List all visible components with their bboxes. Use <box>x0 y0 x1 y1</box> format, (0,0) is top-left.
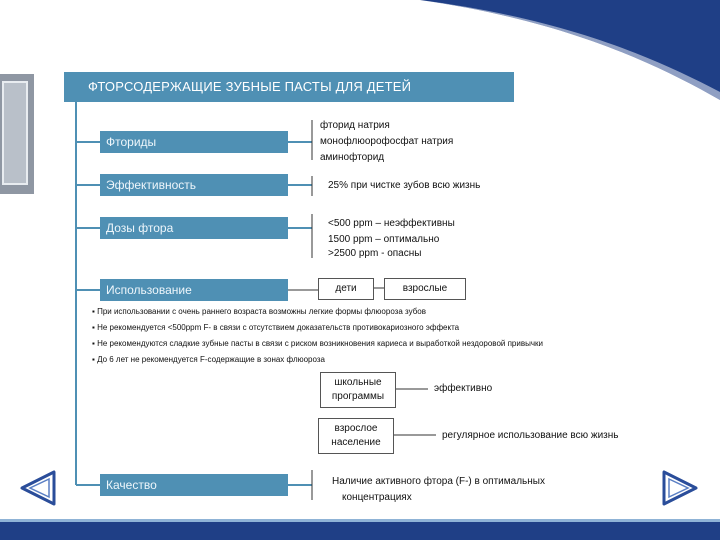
usage-adults-box: взрослые <box>384 278 466 300</box>
list-item: ▪ При использовании с очень раннего возраста возможны легкие формы флюороза зубов <box>92 304 692 320</box>
category-efficiency: Эффективность <box>100 174 288 196</box>
dose-item: 1500 ppm – оптимально <box>328 234 440 245</box>
adult-population-result: регулярное использование всю жизнь <box>442 430 619 441</box>
school-programs-box <box>320 372 396 408</box>
quality-text-line2: концентрациях <box>342 492 412 503</box>
dose-item: <500 ppm – неэффективны <box>328 218 455 229</box>
bottom-bar <box>0 522 720 540</box>
arrow-right-icon[interactable] <box>660 468 700 508</box>
arrow-left-icon[interactable] <box>18 468 58 508</box>
category-fluorides: Фториды <box>100 131 288 153</box>
category-quality: Качество <box>100 474 288 496</box>
list-item: ▪ Не рекомендуются сладкие зубные пасты в связи с риском возникновения кариеса и выработкой нездоровой привычки <box>92 336 692 352</box>
category-doses: Дозы фтора <box>100 217 288 239</box>
adult-population-box <box>318 418 394 454</box>
list-item: ▪ Не рекомендуется <500ppm F- в связи с отсутствием доказательств противокариозного эффекта <box>92 320 692 336</box>
recommendations-list <box>92 304 692 368</box>
page-title: ФТОРСОДЕРЖАЩИЕ ЗУБНЫЕ ПАСТЫ ДЛЯ ДЕТЕЙ <box>64 72 514 102</box>
fluoride-item: монофлюорофосфат натрия <box>320 136 454 147</box>
adult-population-line2: население <box>331 437 381 448</box>
dose-item: >2500 ppm - опасны <box>328 248 422 259</box>
usage-children-box: дети <box>318 278 374 300</box>
fluoride-item: аминофторид <box>320 152 385 163</box>
list-item: ▪ До 6 лет не рекомендуется F-содержащие в зонах флюороза <box>92 352 692 368</box>
left-frame-inner <box>3 82 27 184</box>
school-programs-result: эффективно <box>434 383 493 394</box>
adult-population-line1: взрослое <box>334 423 378 434</box>
efficiency-text: 25% при чистке зубов всю жизнь <box>328 180 481 191</box>
school-programs-line2: программы <box>331 391 385 402</box>
quality-text-line1: Наличие активного фтора (F-) в оптимальных <box>332 476 545 487</box>
fluoride-item: фторид натрия <box>320 120 390 131</box>
bottom-bar-line <box>0 519 720 522</box>
category-usage: Использование <box>100 279 288 301</box>
school-programs-line1: школьные <box>334 377 382 388</box>
